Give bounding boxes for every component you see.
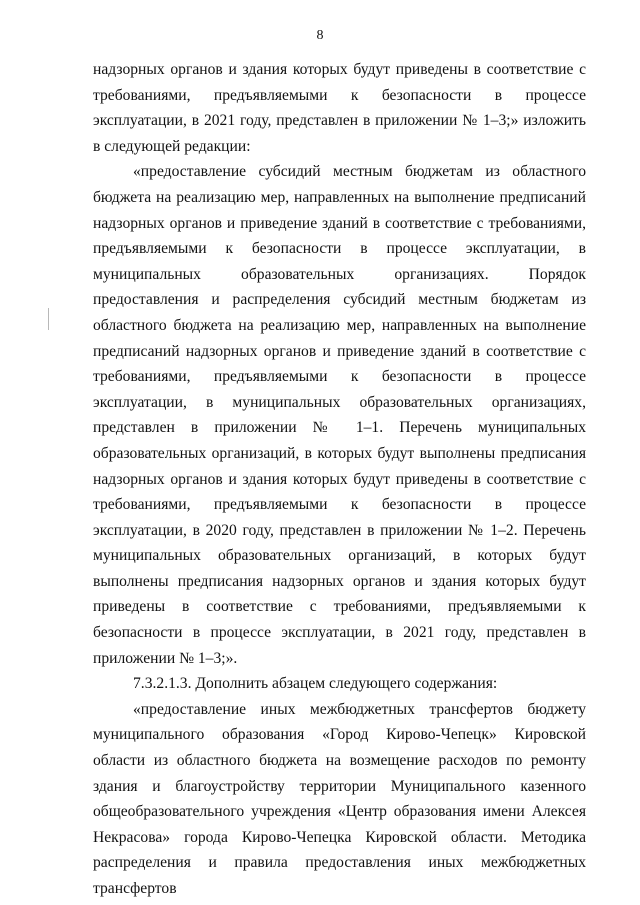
paragraph-quoted-amendment: «предоставление субсидий местным бюджетам из областного бюджета на реализацию мер, направленных на выполнение предписаний надзорных органов и приведение зданий в соответствие с требованиями, предъявляемыми к безопасности в процессе эксплуатации, в муниципальных образовательных организациях. Порядок предоставления и распределения субсидий местным бюджетам из областного бюджета на реализацию мер, направленных на выполнение предписаний надзорных органов и приведение зданий в соответствие с требованиями, предъявляемыми к безопасности в процессе эксплуатации, в муниципальных образовательных организациях, представлен в приложении № 1–1. Перечень муниципальных образовательных организаций, в которых будут выполнены предписания надзорных органов и здания которых будут приведены в соответствие с требованиями, предъявляемыми к безопасности в процессе эксплуатации, в 2020 году, представлен в приложении № 1–2. Перечень муниципальных образовательных организаций, в которых будут выполнены предписания надзорных органов и здания которых будут приведены в соответствие с требованиями, предъявляемыми к безопасности в процессе эксплуатации, в 2021 году, представлен в приложении № 1–3;». <box>93 163 586 667</box>
document-body <box>93 57 586 902</box>
paragraph-clause-heading: 7.3.2.1.3. Дополнить абзацем следующего содержания: <box>133 675 498 693</box>
paragraph-added-text: «предоставление иных межбюджетных трансфертов бюджету муниципального образования «Город Кирово-Чепецк» Кировской области из областного бюджета на возмещение расходов по ремонту здания и благоустройству территории Муниципального казенного общеобразовательного учреждения «Центр образования имени Алексея Некрасова» города Кирово-Чепецка Кировской области. Методика распределения и правила предоставления иных межбюджетных трансфертов <box>93 700 586 897</box>
margin-mark <box>48 308 49 330</box>
paragraph-continuation: надзорных органов и здания которых будут приведены в соответствие с требованиями, предъявляемыми к безопасности в процессе эксплуатации, в 2021 году, представлен в приложении № 1–3;» изложить в следующей редакции: <box>93 61 586 155</box>
page-number: 8 <box>316 28 324 43</box>
